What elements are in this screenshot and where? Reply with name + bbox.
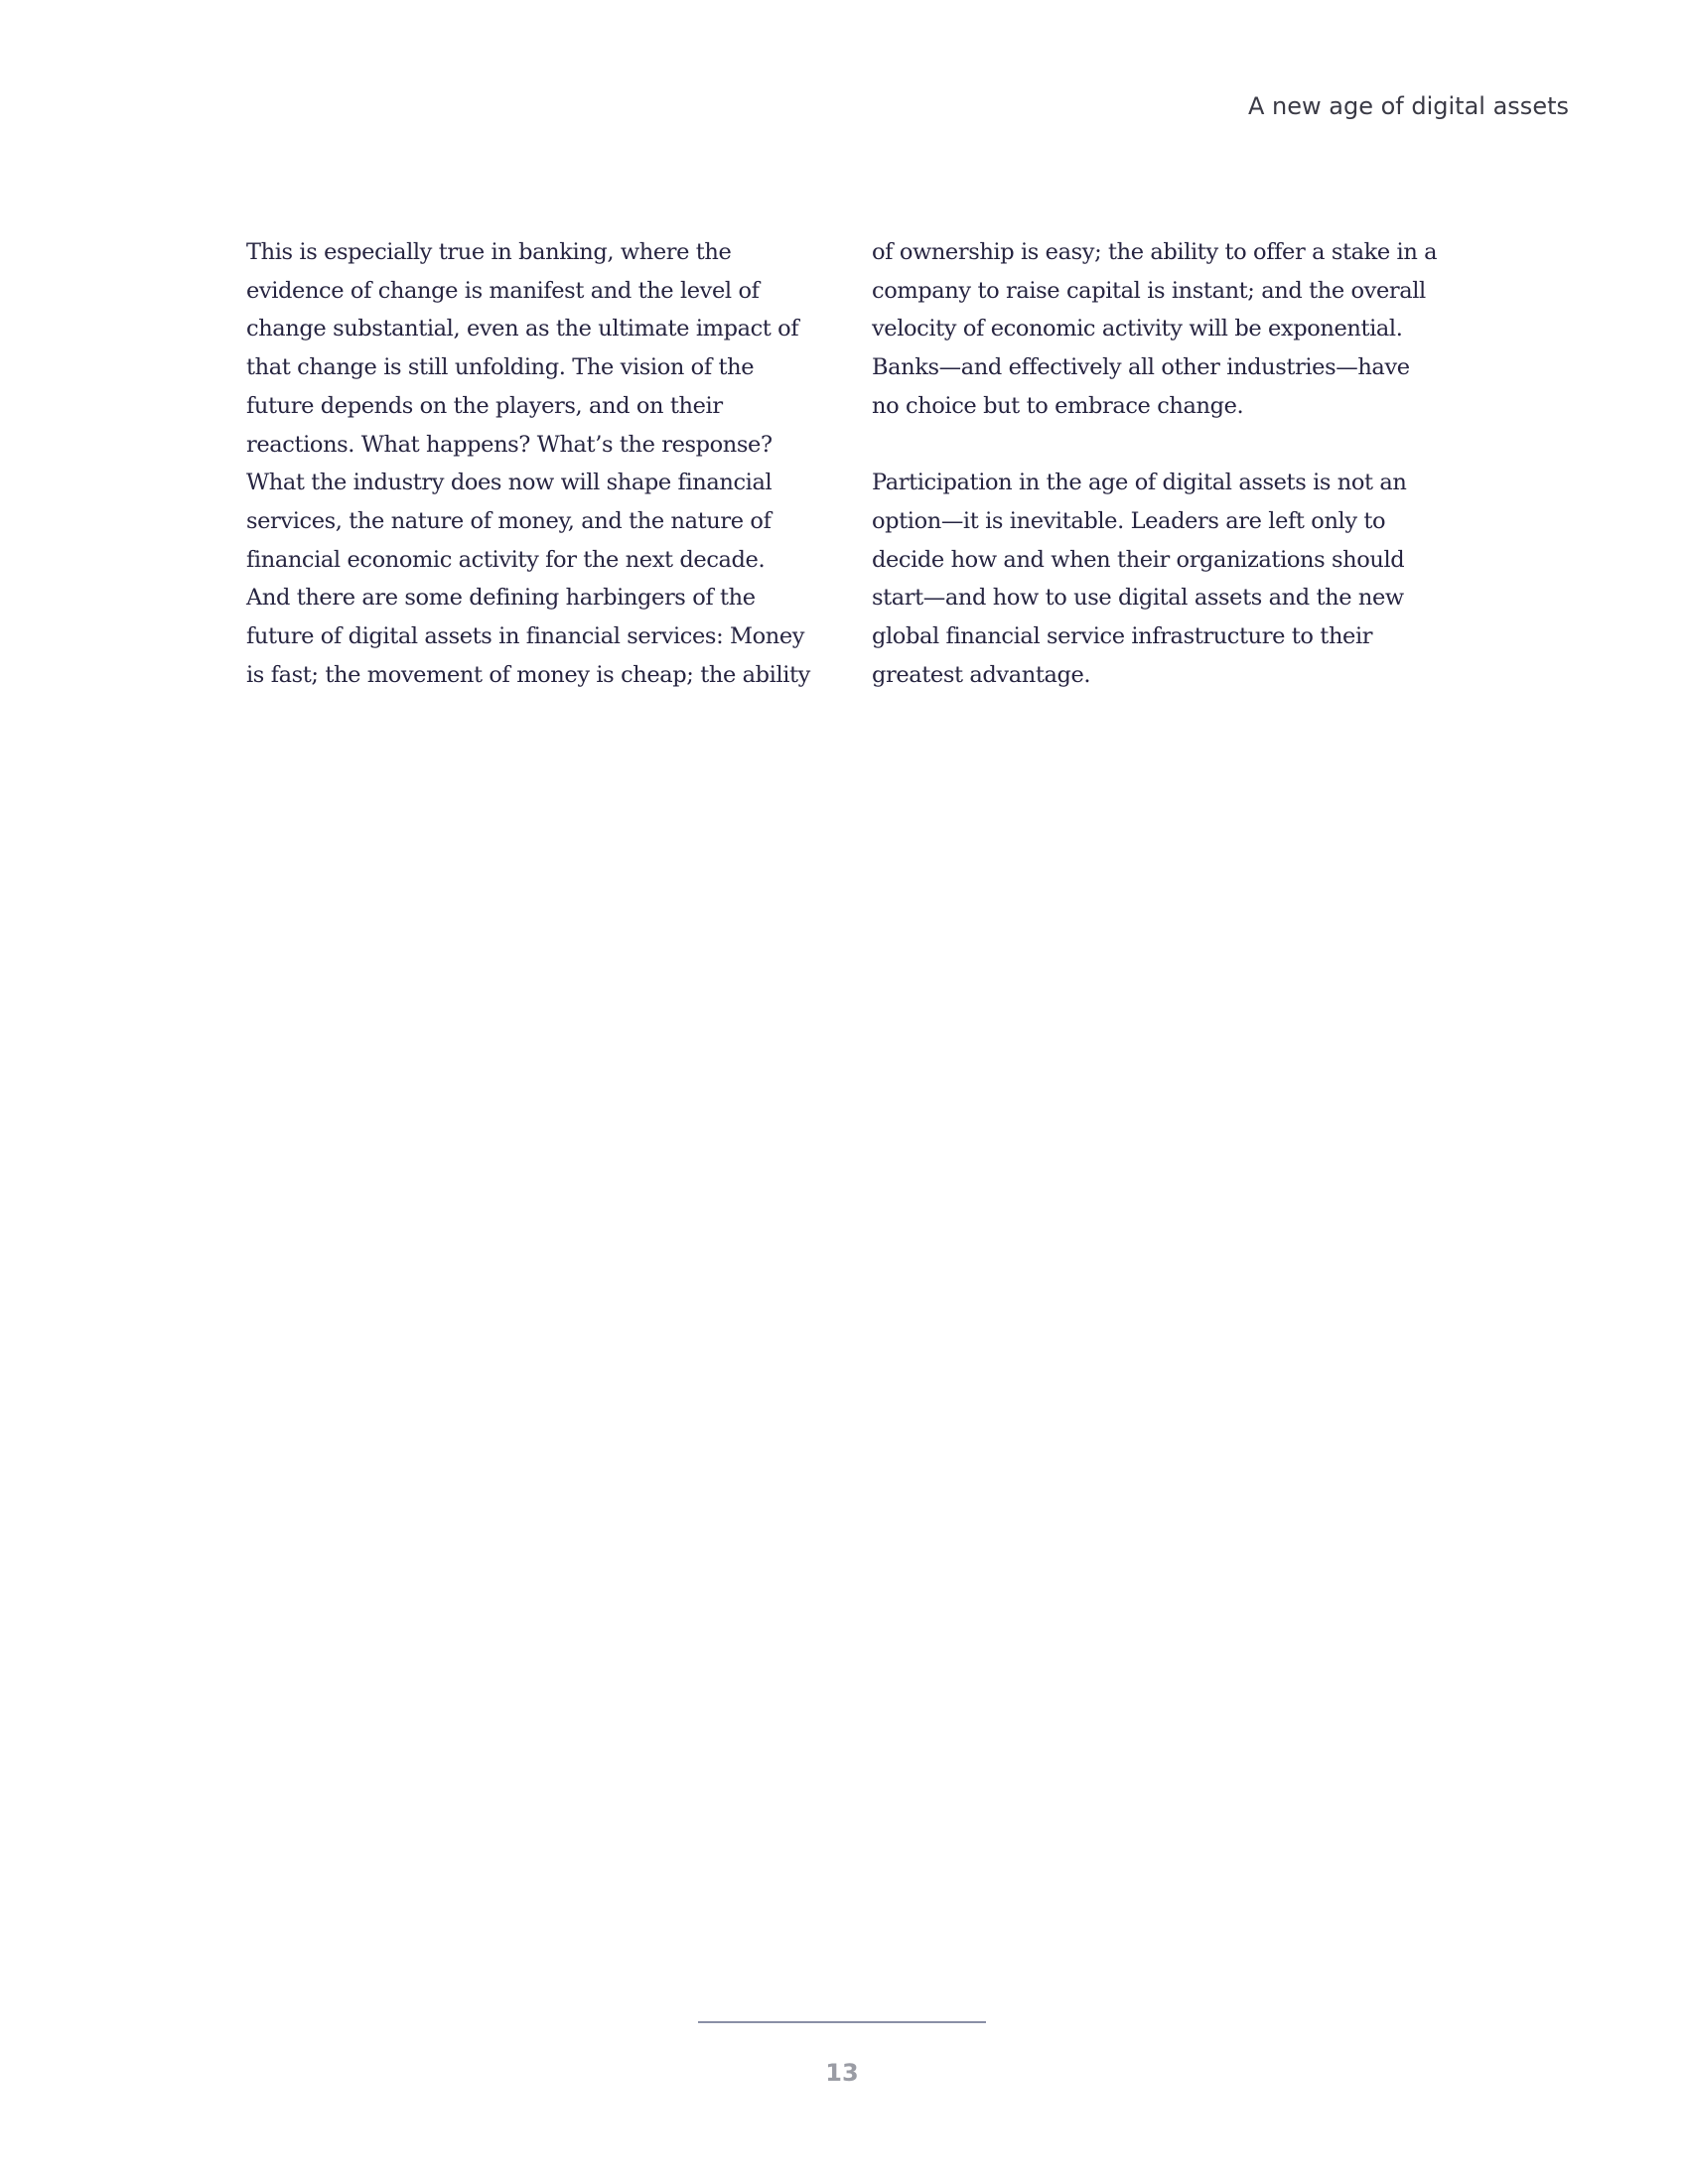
text-line: start—and how to use digital assets and the new xyxy=(872,585,1404,612)
paragraph-participation xyxy=(872,464,1458,694)
text-line: company to raise capital is instant; and the overall xyxy=(872,277,1426,304)
text-line: future of digital assets in financial services: Money xyxy=(246,623,805,650)
running-header-title: A new age of digital assets xyxy=(1248,92,1569,120)
left-column xyxy=(246,233,832,694)
text-line: services, the nature of money, and the nature of xyxy=(246,507,772,534)
right-column xyxy=(872,233,1458,694)
text-line: global financial service infrastructure to their xyxy=(872,623,1373,650)
text-line: of ownership is easy; the ability to offer a stake in a xyxy=(872,239,1438,265)
text-line: decide how and when their organizations should xyxy=(872,546,1405,573)
text-line: option—it is inevitable. Leaders are left only to xyxy=(872,507,1386,534)
paragraph-continuation xyxy=(872,233,1458,426)
text-line: no choice but to embrace change. xyxy=(872,392,1244,419)
text-line: future depends on the players, and on their xyxy=(246,392,723,419)
text-line: reactions. What happens? What’s the response? xyxy=(246,431,773,458)
text-line: is fast; the movement of money is cheap; the ability xyxy=(246,661,810,688)
footer-divider xyxy=(698,2021,986,2023)
text-line: This is especially true in banking, where the xyxy=(246,239,732,265)
page-number: 13 xyxy=(825,2059,859,2087)
text-line: Participation in the age of digital assets is not an xyxy=(872,470,1407,496)
text-line: financial economic activity for the next decade. xyxy=(246,546,766,573)
text-line: that change is still unfolding. The vision of the xyxy=(246,354,755,381)
text-line: And there are some defining harbingers of the xyxy=(246,585,756,612)
text-line: evidence of change is manifest and the level of xyxy=(246,277,760,304)
text-line: velocity of economic activity will be exponential. xyxy=(872,316,1403,342)
text-line: greatest advantage. xyxy=(872,661,1091,688)
text-line: Banks—and effectively all other industries—have xyxy=(872,354,1410,381)
text-line: change substantial, even as the ultimate impact of xyxy=(246,316,799,342)
paragraph-gap xyxy=(872,426,1458,465)
text-line: What the industry does now will shape financial xyxy=(246,470,773,496)
